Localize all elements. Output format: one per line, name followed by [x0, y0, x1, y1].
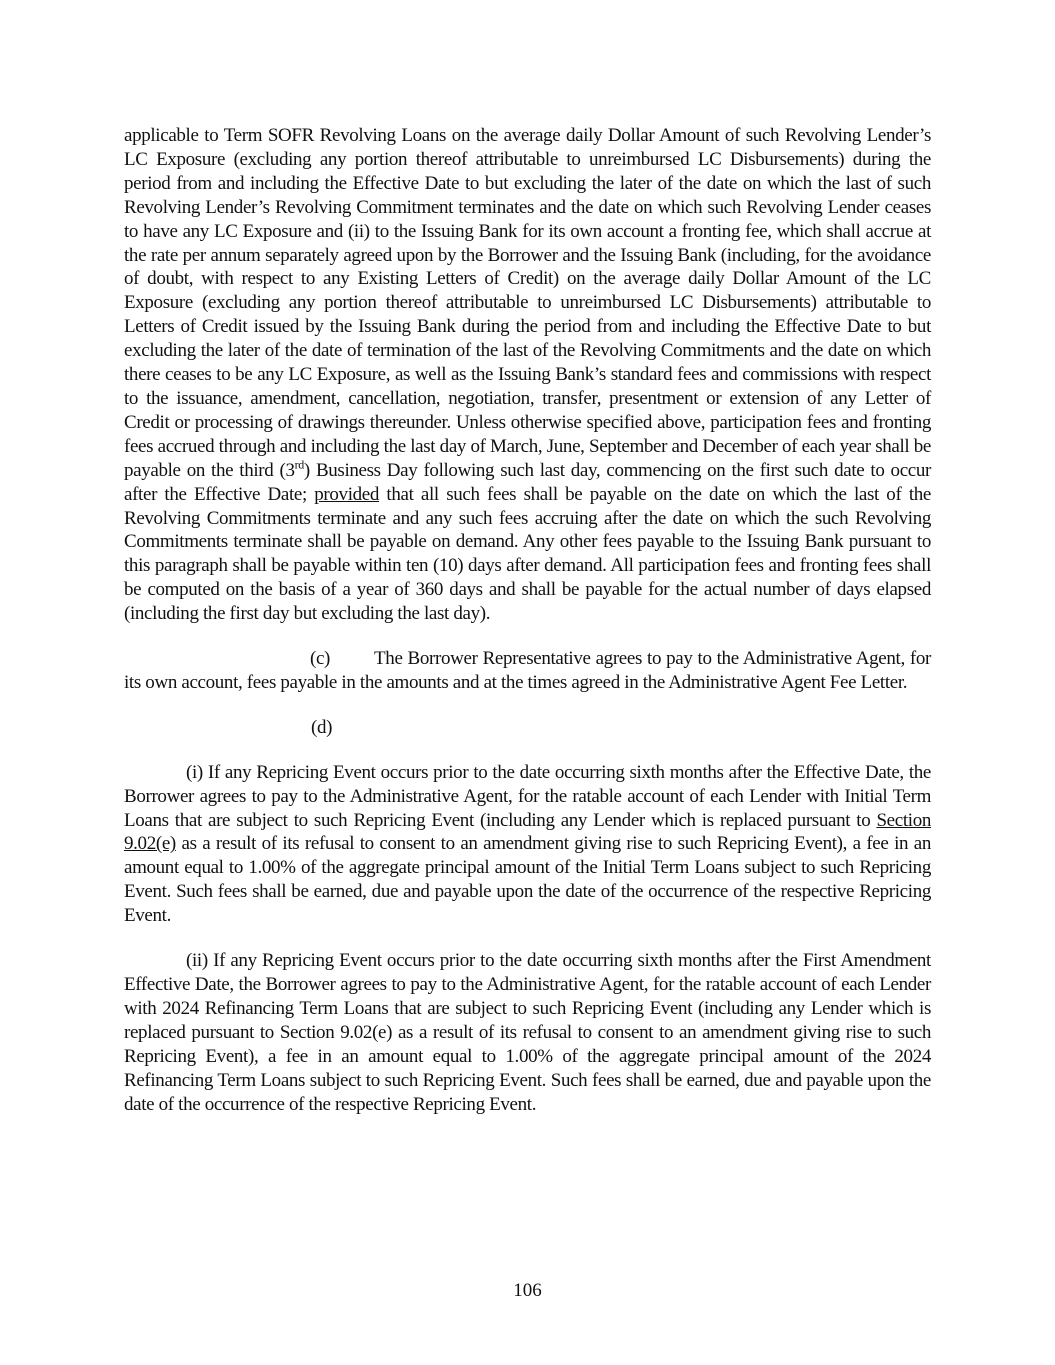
ordinal-superscript: rd: [294, 457, 304, 472]
paragraph-b-text-1: applicable to Term SOFR Revolving Loans on the average daily Dollar Amount of such Revolving Lender’s LC Exposure (excluding any portion thereof attributable to unreimbursed LC Disbursements) during the period from and including the Effective Date to but excluding the later of the date on which the last of such Revolving Lender’s Revolving Commitment terminates and the date on which such Revolving Lender ceases to have any LC Exposure and (ii) to the Issuing Bank for its own account a fronting fee, which shall accrue at the rate per annum separately agreed upon by the Borrower and the Issuing Bank (including, for the avoidance of doubt, with respect to any Existing Letters of Credit) on the average daily Dollar Amount of the LC Exposure (excluding any portion thereof attributable to unreimbursed LC Disbursements) attributable to Letters of Credit issued by the Issuing Bank during the period from and including the Effective Date to but excluding the later of the date of termination of the last of the Revolving Commitments and the date on which there ceases to be any LC Exposure, as well as the Issuing Bank’s standard fees and commissions with respect to the issuance, amendment, cancellation, negotiation, transfer, presentment or extension of any Letter of Credit or processing of drawings thereunder. Unless otherwise specified above, participation fees and fronting fees accrued through and including the last day of March, June, September and December of each year shall be payable on the third (3: [124, 125, 931, 481]
paragraph-d-label: (d): [311, 716, 333, 738]
paragraph-c-label: (c): [310, 648, 331, 670]
paragraph-d-i: [124, 761, 931, 928]
document-page: [124, 124, 931, 1116]
paragraph-c-text: The Borrower Representative agrees to pay to the Administrative Agent, for its own account, fees payable in the amounts and at the times agreed in the Administrative Agent Fee Letter.: [124, 648, 931, 693]
provided-underlined-term: provided: [314, 483, 380, 505]
paragraph-d-ii: [124, 949, 931, 1116]
paragraph-c: [124, 647, 931, 695]
paragraph-d-i-text-1: (i) If any Repricing Event occurs prior to the date occurring sixth months after the Effective Date, the Borrower agrees to pay to the Administrative Agent, for the ratable account of each Lender with Initial Term Loans that are subject to such Repricing Event (including any Lender which is replaced pursuant to: [124, 761, 931, 831]
section-reference-link: Section 9.02(e): [124, 809, 931, 855]
paragraph-d-ii-text: (ii) If any Repricing Event occurs prior to the date occurring sixth months after the First Amendment Effective Date, the Borrower agrees to pay to the Administrative Agent, for the ratable account of each Lender with 2024 Refinancing Term Loans that are subject to such Repricing Event (including any Lender which is replaced pursuant to Section 9.02(e) as a result of its refusal to consent to an amendment giving rise to such Repricing Event), a fee in an amount equal to 1.00% of the aggregate principal amount of the 2024 Refinancing Term Loans subject to such Repricing Event. Such fees shall be earned, due and payable upon the date of the occurrence of the respective Repricing Event.: [124, 950, 931, 1115]
page-number: 106: [513, 1280, 542, 1301]
paragraph-d-heading: [124, 716, 931, 740]
paragraph-b-text-3: that all such fees shall be payable on the date on which the last of the Revolving Commitments terminate and any such fees accruing after the date on which the such Revolving Commitments terminate shall be payable on demand. Any other fees payable to the Issuing Bank pursuant to this paragraph shall be payable within ten (10) days after demand. All participation fees and fronting fees shall be computed on the basis of a year of 360 days and shall be payable for the actual number of days elapsed (including the first day but excluding the last day).: [124, 483, 931, 625]
paragraph-b-text-2: ) Business Day following such last day, commencing on the first such date to occur after the Effective Date;: [124, 459, 931, 505]
paragraph-d-i-text-2: as a result of its refusal to consent to an amendment giving rise to such Repricing Event), a fee in an amount equal to 1.00% of the aggregate principal amount of the Initial Term Loans subject to such Repricing Event. Such fees shall be earned, due and payable upon the date of the occurrence of the respective Repricing Event.: [124, 833, 931, 927]
paragraph-b-continuation: [124, 124, 931, 626]
